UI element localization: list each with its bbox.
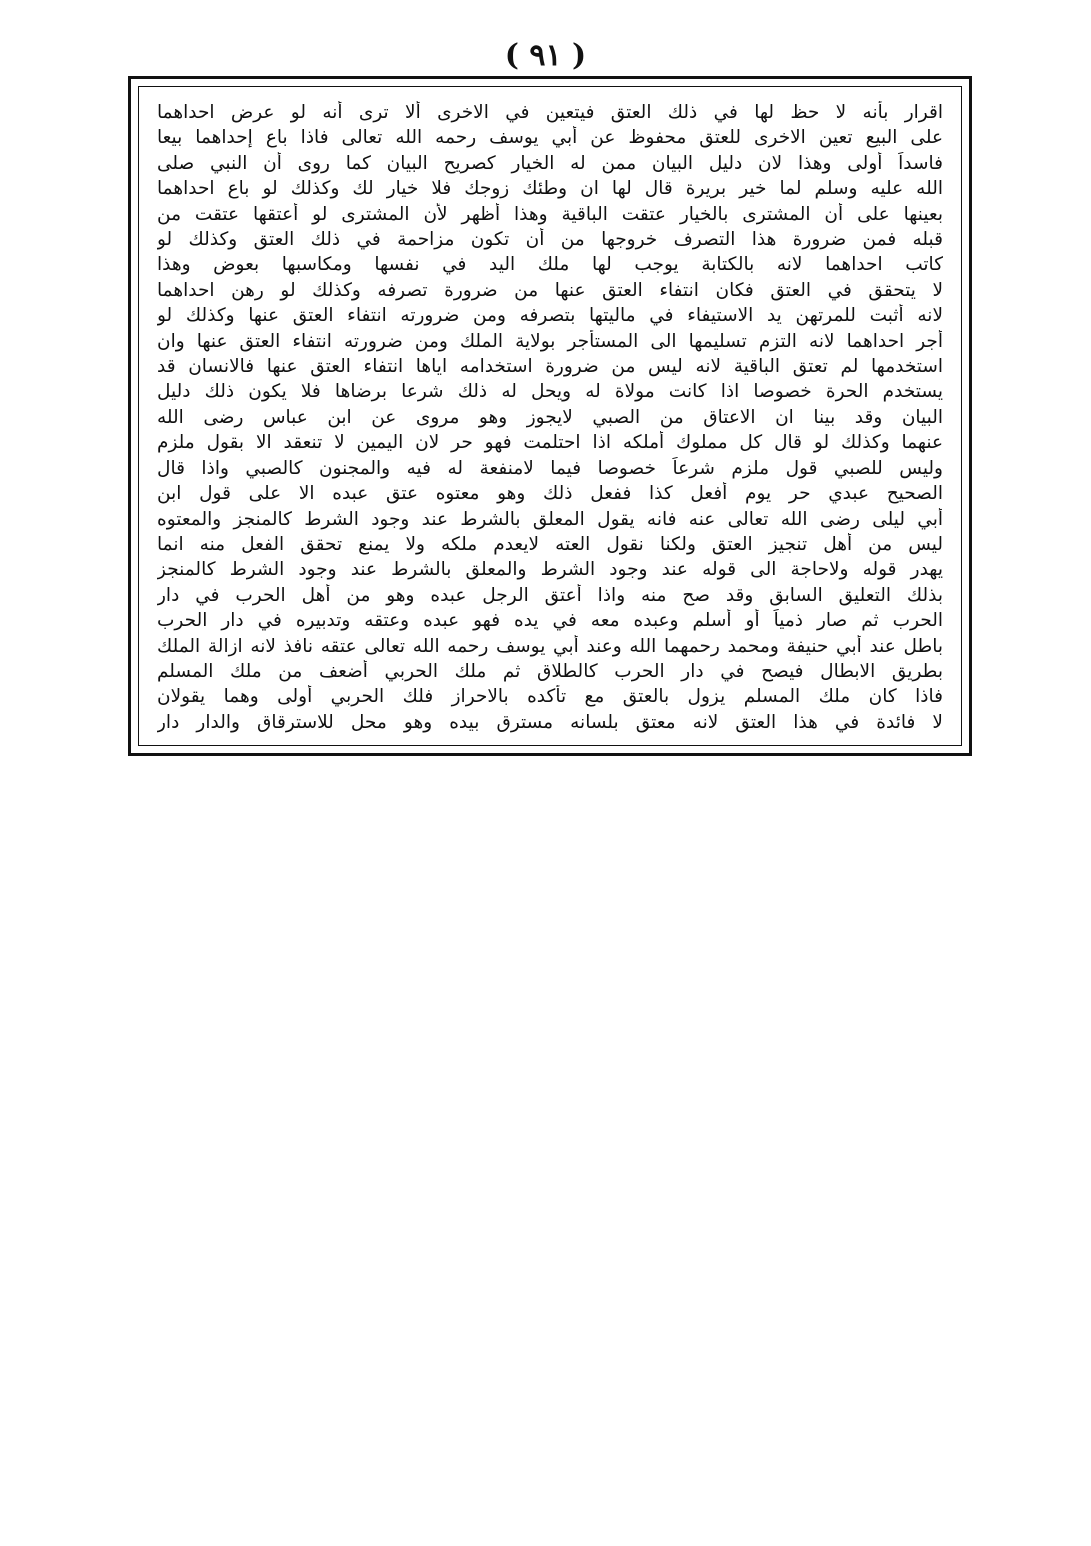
text-line: ليس من أهل تنجيز العتق ولكنا نقول العته لايعدم ملكه ولا يمنع تحقق الفعل منه انما <box>157 533 943 555</box>
text-line: كاتب احداهما لانه بالكتابة يوجب لها ملك اليد في نفسها ومكاسبها بعوض وهذا <box>157 254 943 276</box>
text-line: يهدر قوله ولاحاجة الى قوله عند وجود الشرط والمعلق بالشرط عند وجود الشرط كالمنجز <box>157 559 943 581</box>
text-line: بطريق الابطال فيصح في دار الحرب كالطلاق ثم ملك الحربي أضعف من ملك المسلم <box>157 660 943 682</box>
text-line: لا يتحقق في العتق فكان انتفاء العتق عنها من ضرورة تصرفه وكذلك لو رهن احداهما <box>157 279 943 301</box>
text-line: الصحيح عبدي حر يوم أفعل كذا ففعل ذلك وهو معتوه عتق عبده الا على قول ابن <box>157 483 943 505</box>
text-line: الحرب ثم صار ذمياً أو أسلم وعبده معه في يده فهو عبده وعتقه وتدبيره في دار الحرب <box>157 610 943 632</box>
text-line: اقرار بأنه لا حظ لها في ذلك العتق فيتعين في الاخرى ألا ترى أنه لو عرض احداهما <box>157 102 943 123</box>
text-line: استخدمها لم تعتق الباقية لانه ليس من ضرورة استخدامه اياها انتفاء العتق عنها فالانسان قد <box>157 356 943 378</box>
text-body <box>157 101 943 735</box>
page-border-outer <box>128 76 972 756</box>
text-line: لانه أثبت للمرتهن يد الاستيفاء في ماليتها بتصرفه ومن ضرورته انتفاء العتق عنها وكذلك لو <box>157 305 943 327</box>
text-line: وليس للصبي قول ملزم شرعاً خصوصا فيما لامنفعة له فيه والمجنون كالصبي واذا قال <box>157 457 943 479</box>
text-line: أجر احداهما لانه التزم تسليمها الى المستأجر بولاية الملك ومن ضرورته انتفاء العتق عنها وان <box>157 330 943 352</box>
text-line: الله عليه وسلم لما خير بريرة قال لها ان وطئك زوجك فلا خيار لك وكذلك لو باع احداهما <box>157 178 943 200</box>
text-line: فاسداً أولى وهذا لان دليل البيان ممن له الخيار كصريح البيان كما روى أن النبي صلى <box>157 152 943 174</box>
text-line: لا فائدة في هذا العتق لانه معتق بلسانه مسترق بيده وهو محل للاسترقاق والدار دار <box>157 711 943 733</box>
page-number: ( ٩١ ) <box>504 38 587 73</box>
text-line: على البيع تعين الاخرى للعتق محفوظ عن أبي يوسف رحمه الله تعالى فاذا باع إحداهما بيعا <box>157 127 943 149</box>
text-line: البيان وقد بينا ان الاعتاق من الصبي لايجوز وهو مروى عن ابن عباس رضى الله <box>157 406 943 428</box>
text-line: بذلك التعليق السابق وقد صح منه واذا أعتق الرجل عبده وهو من أهل الحرب في دار <box>157 584 943 606</box>
text-line: باطل عند أبي حنيفة ومحمد رحمهما الله وعند أبي يوسف رحمه الله تعالى عتقه نافذ لانه ازالة الملك <box>157 635 943 657</box>
text-line: قبله فمن ضرورة هذا التصرف خروجها من أن تكون مزاحمة في ذلك العتق وكذلك لو <box>157 229 943 251</box>
text-line: بعينها على أن المشترى بالخيار عتقت الباقية وهذا أظهر لأن المشترى لو أعتقها عتقت من <box>157 203 943 225</box>
text-line: أبي ليلى رضى الله تعالى عنه فانه يقول المعلق بالشرط عند وجود الشرط كالمنجز والمعتوه <box>157 508 943 530</box>
page-border-inner <box>138 86 962 746</box>
text-line: فاذا كان ملك المسلم يزول بالعتق مع تأكده بالاحراز فلك الحربي أولى وهما يقولان <box>157 686 943 708</box>
text-line: عنهما وكذلك لو قال كل مملوك أملكه اذا احتلمت فهو حر لان اليمين لا تنعقد الا بقول ملزم <box>157 432 943 454</box>
text-line: يستخدم الحرة خصوصا اذا كانت مولاة له ويحل له ذلك شرعا برضاها فلا يكون ذلك دليل <box>157 381 943 403</box>
